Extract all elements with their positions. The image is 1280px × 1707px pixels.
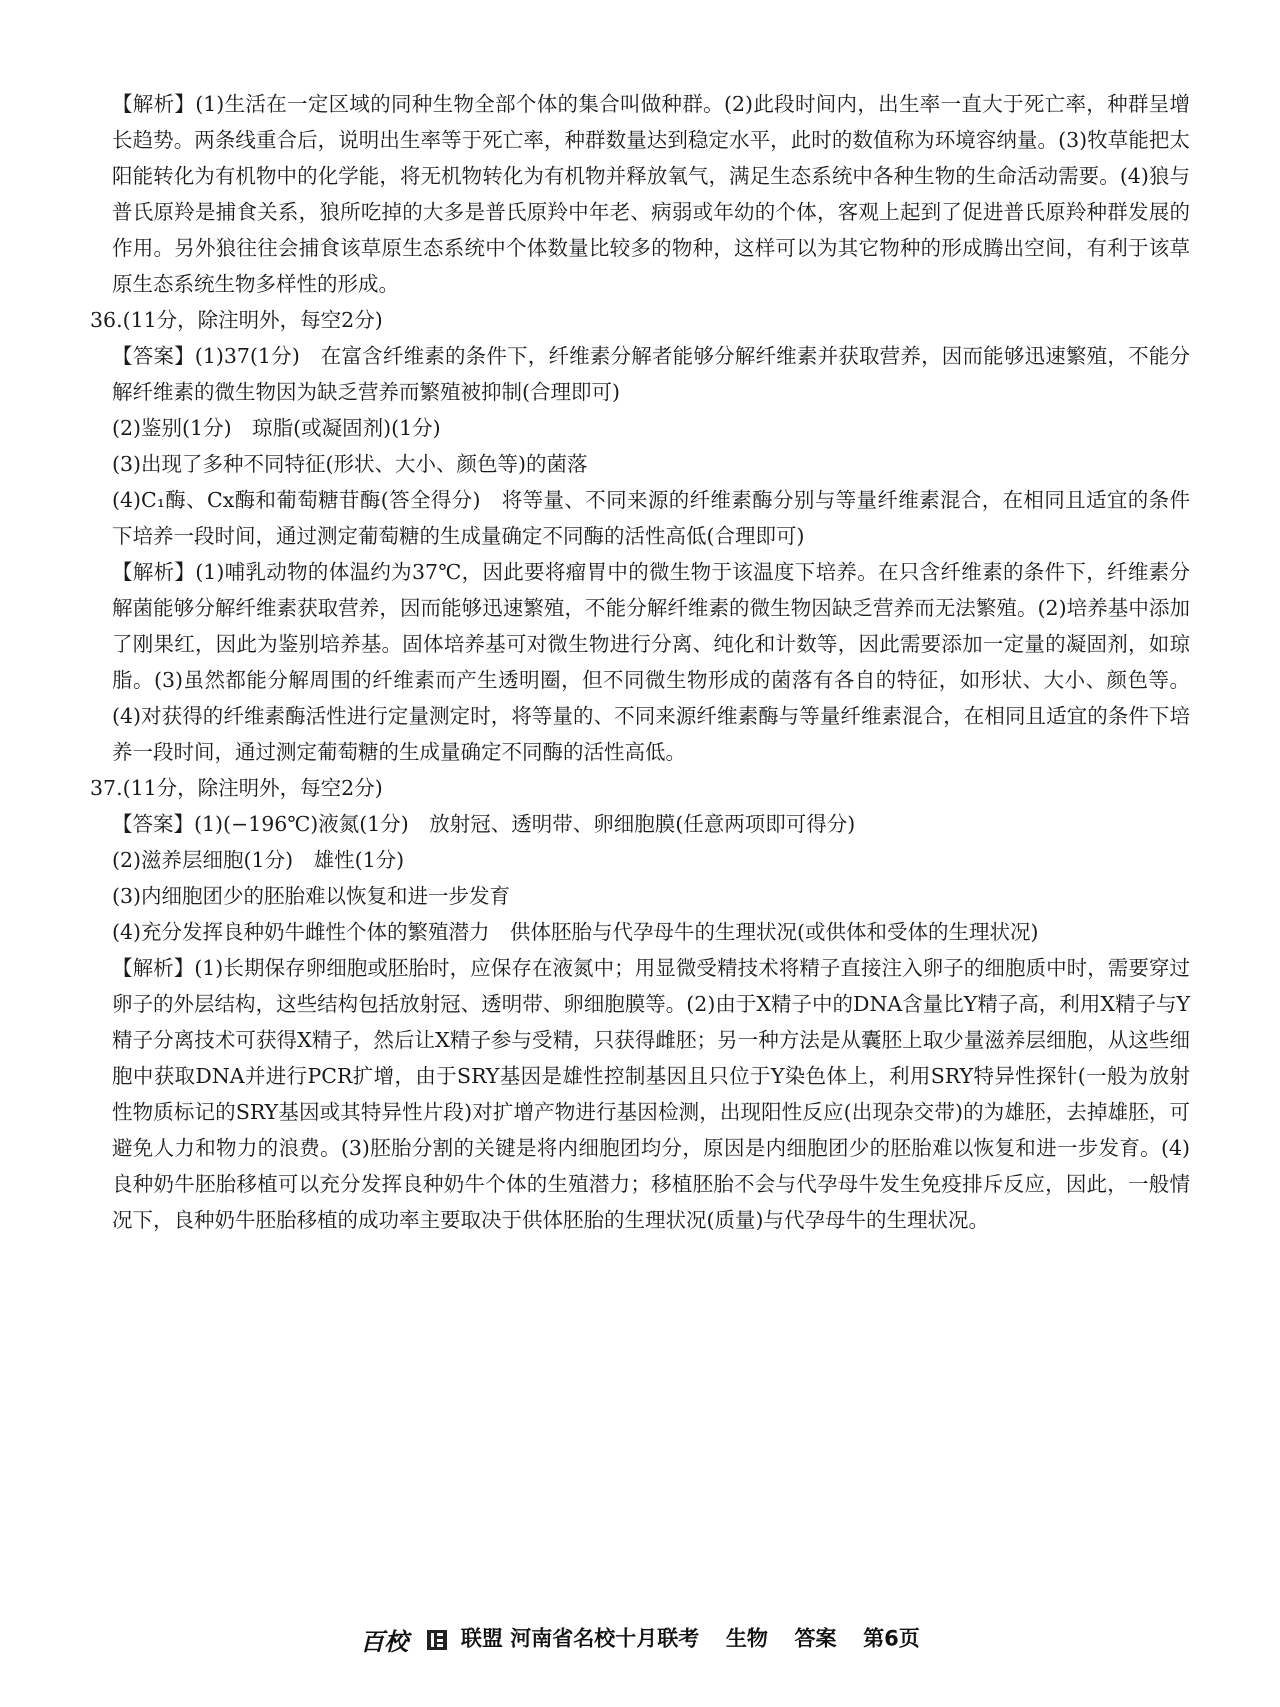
answer-paragraph: (3)出现了多种不同特征(形状、大小、颜色等)的菌落 — [112, 452, 588, 476]
answer-paragraph: 【解析】(1)生活在一定区域的同种生物全部个体的集合叫做种群。(2)此段时间内，出生率一直大于死亡率，种群呈增长趋势。两条线重合后，说明出生率等于死亡率，种群数量达到稳定水平，此时的数值称为环境容纳量。(3)牧草能把太阳能转化为有机物中的化学能，将无机物转化为有机物并释放氧气，满足生态系统中各种生物的生命活动需要。(4)狼与普氏原羚是捕食关系，狼所吃掉的大多是普氏原羚中年老、病弱或年幼的个体，客观上起到了促进普氏原羚种群发展的作用。另外狼往往会捕食该草原生态系统中个体数量比较多的物种，这样可以为其它物种的形成腾出空间，有利于该草原生态系统生物多样性的形成。 — [112, 92, 1190, 296]
footer-page-number: 第6页 — [863, 1626, 920, 1651]
footer-logo: 百校 — [360, 1627, 409, 1656]
answer-paragraph: 【答案】(1)37(1分) 在富含纤维素的条件下，纤维素分解者能够分解纤维素并获取营养，因而能够迅速繁殖，不能分解纤维素的微生物因为缺乏营养而繁殖被抑制(合理即可) — [112, 344, 1190, 404]
answer-content — [90, 86, 1190, 1238]
answer-paragraph: 【解析】(1)哺乳动物的体温约为37℃，因此要将瘤胃中的微生物于该温度下培养。在只含纤维素的条件下，纤维素分解菌能够分解纤维素获取营养，因而能够迅速繁殖，不能分解纤维素的微生物因缺乏营养而无法繁殖。(2)培养基中添加了刚果红，因此为鉴别培养基。固体培养基可对微生物进行分离、纯化和计数等，因此需要添加一定量的凝固剂，如琼脂。(3)虽然都能分解周围的纤维素而产生透明圈，但不同微生物形成的菌落有各自的特征，如形状、大小、颜色等。(4)对获得的纤维素酶活性进行定量测定时，将等量的、不同来源纤维素酶与等量纤维素混合，在相同且适宜的条件下培养一段时间，通过测定葡萄糖的生成量确定不同酶的活性高低。 — [112, 560, 1190, 764]
footer-subject: 生物 — [725, 1626, 768, 1651]
answer-paragraph: 【解析】(1)长期保存卵细胞或胚胎时，应保存在液氮中；用显微受精技术将精子直接注入卵子的细胞质中时，需要穿过卵子的外层结构，这些结构包括放射冠、透明带、卵细胞膜等。(2)由于X精子中的DNA含量比Y精子高，利用X精子与Y精子分离技术可获得X精子，然后让X精子参与受精，只获得雌胚；另一种方法是从囊胚上取少量滋养层细胞，从这些细胞中获取DNA并进行PCR扩增，由于SRY基因是雄性控制基因且只位于Y染色体上，利用SRY特异性探针(一般为放射性物质标记的SRY基因或其特异性片段)对扩增产物进行基因检测，出现阳性反应(出现杂交带)的为雄胚，去掉雄胚，可避免人力和物力的浪费。(3)胚胎分割的关键是将内细胞团均分，原因是内细胞团少的胚胎难以恢复和进一步发育。(4)良种奶牛胚胎移植可以充分发挥良种奶牛个体的生殖潜力；移植胚胎不会与代孕母牛发生免疫排斥反应，因此，一般情况下，良种奶牛胚胎移植的成功率主要取决于供体胚胎的生理状况(质量)与代孕母牛的生理状况。 — [112, 956, 1190, 1232]
footer-exam: 河南省名校十月联考 — [510, 1626, 700, 1651]
question-header: 37.(11分，除注明外，每空2分) — [90, 776, 383, 800]
page-footer — [0, 1622, 1280, 1657]
footer-alliance: 联盟 — [460, 1626, 503, 1651]
answer-paragraph: (2)鉴别(1分) 琼脂(或凝固剂)(1分) — [112, 416, 441, 440]
question-header: 36.(11分，除注明外，每空2分) — [90, 308, 383, 332]
answer-paragraph: (3)内细胞团少的胚胎难以恢复和进一步发育 — [112, 884, 511, 908]
answer-paragraph: (4)充分发挥良种奶牛雌性个体的繁殖潜力 供体胚胎与代孕母牛的生理状况(或供体和受体的生理状况) — [112, 920, 1039, 944]
answer-paragraph: (2)滋养层细胞(1分) 雄性(1分) — [112, 848, 405, 872]
answer-paragraph: (4)C₁酶、Cx酶和葡萄糖苷酶(答全得分) 将等量、不同来源的纤维素酶分别与等量纤维素混合，在相同且适宜的条件下培养一段时间，通过测定葡萄糖的生成量确定不同酶的活性高低(合理即可) — [112, 488, 1190, 548]
answer-paragraph: 【答案】(1)(−196℃)液氮(1分) 放射冠、透明带、卵细胞膜(任意两项即可得分) — [112, 812, 856, 836]
seal-icon — [426, 1629, 448, 1651]
footer-kind: 答案 — [794, 1626, 837, 1651]
